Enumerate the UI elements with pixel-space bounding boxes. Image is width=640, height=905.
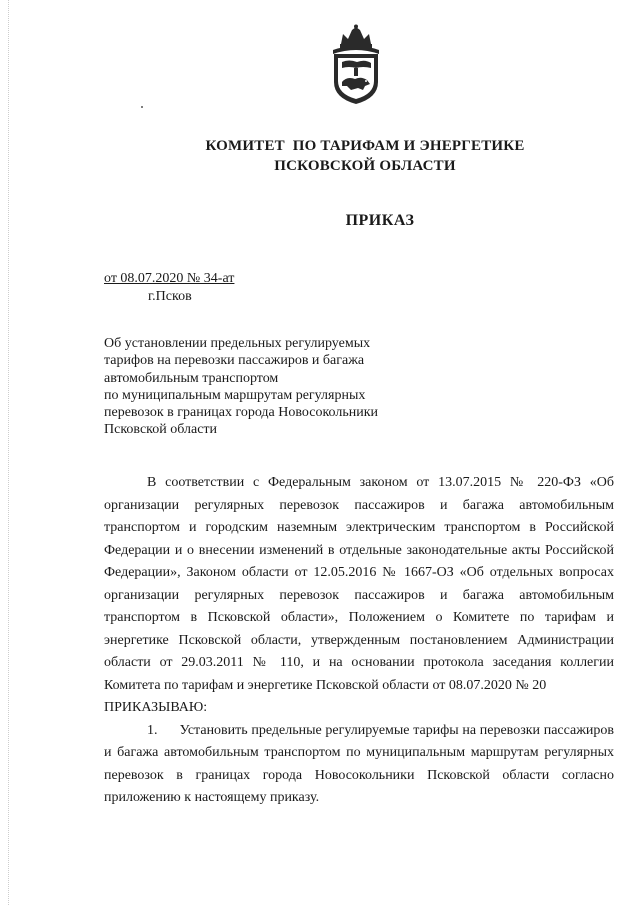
subject-line: автомобильным транспортом	[104, 370, 279, 386]
document-date-number: от 08.07.2020 № 34-ат	[104, 271, 235, 286]
subject-line: тарифов на перевозки пассажиров и багажа	[104, 353, 365, 369]
scan-speck	[141, 106, 143, 108]
document-type-heading: ПРИКАЗ	[345, 212, 415, 229]
subject-line: перевозок в границах города Новосокольники	[104, 405, 379, 421]
subject-line: Псковской области	[104, 422, 218, 438]
order-item-1: 1. Установить предельные регулируемые тарифы на перевозки пассажиров и багажа автомобильным транспортом по муниципальным маршрутам регулярных перевозок в границах города Новосокольники Псковской области согласно приложению к настоящему приказу.	[104, 722, 618, 805]
document-city: г.Псков	[148, 289, 192, 304]
scan-edge-artifact	[8, 0, 11, 905]
subject-line: Об установлении предельных регулируемых	[104, 336, 371, 351]
organization-title	[150, 136, 580, 176]
document-body	[104, 472, 618, 810]
organization-title-line-1: КОМИТЕТ ПО ТАРИФАМ И ЭНЕРГЕТИКЕ	[205, 138, 525, 154]
preamble-paragraph: В соответствии с Федеральным законом от 13.07.2015 № 220-ФЗ «Об организации регулярных перевозок пассажиров и багажа автомобильным транспортом и городским наземным электрическим транспортом в Российской Федерации и о внесении изменений в отдельные законодательные акты Российской Федерации», Законом области от 12.05.2016 № 1667-ОЗ «Об отдельных вопросах организации регулярных перевозок пассажиров и багажа автомобильным транспортом в Псковской области», Положением о Комитете по тарифам и энергетике Псковской области, утвержденным постановлением Администрации области от 29.03.2011 № 110, и на основании протокола заседания коллегии Комитета по тарифам и энергетике Псковской области от 08.07.2020 № 20	[104, 475, 614, 693]
coat-of-arms-icon	[327, 24, 385, 106]
document-subject	[104, 335, 424, 439]
order-directive-word: ПРИКАЗЫВАЮ:	[104, 700, 208, 715]
subject-line: по муниципальным маршрутам регулярных	[104, 387, 366, 403]
organization-title-line-2: ПСКОВСКОЙ ОБЛАСТИ	[274, 158, 456, 174]
